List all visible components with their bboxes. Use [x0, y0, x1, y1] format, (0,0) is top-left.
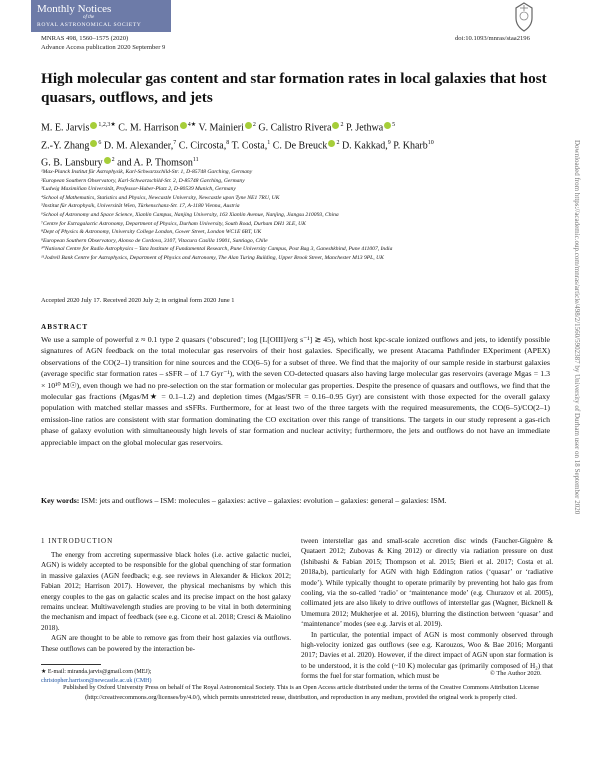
author-affil-mark: 4★	[187, 122, 197, 128]
society-seal-icon	[512, 2, 536, 32]
affiliation-item: ³Ludwig Maximilian Universität, Professor-Huber-Platz 2, D-80539 Munich, Germany	[41, 186, 236, 193]
author-name: D. Kakkad,	[341, 139, 388, 151]
author-name: P. Kharb	[393, 139, 428, 151]
footnote-email[interactable]: ★ E-mail: miranda.jarvis@gmail.com (MEJ);	[41, 669, 152, 675]
author-affil-mark: 2	[111, 157, 115, 164]
journal-name: Monthly Notices	[37, 3, 112, 15]
affiliation-item: ⁸Dept of Physics & Astronomy, University College London, Gower Street, London WC1E 6BT, UK	[41, 229, 262, 236]
author-list	[41, 118, 561, 171]
affiliation-item: ⁶School of Astronomy and Space Science, Xianlin Campus, Nanjing University, 163 Xianlin Avenue, Nanjing, Jiangsu 210093, China	[41, 211, 339, 218]
paragraph: The energy from accreting supermassive black holes (i.e. active galactic nuclei, AGN) is widely accepted to be responsible for the global quenching of star formation in massive galaxies (AGN feedback; e.g. see reviews in Alexander & Hickox 2012; Fabian 2012; Harrison 2017). However, the physical mechanisms by which this energy couples to the gas on galactic scales and its precise impact on the host galaxy remains unclear. Multiwavelength studies are proving to be vital in both determining the mechanism and impact of feedback (see e.g. Cicone et al. 2018; Cresci & Maiolino 2018).	[41, 551, 291, 632]
footnote-rule	[41, 664, 101, 665]
orcid-icon[interactable]	[332, 122, 339, 129]
author-name: T. Costa,	[231, 139, 268, 151]
affiliations	[41, 168, 571, 263]
publisher-note: Published by Oxford University Press on behalf of The Royal Astronomical Society. This is an Open Access article distributed under the terms of the Creative Commons Attribution License (http://creativecommons.org/licenses/by/4.0/), which permits unrestricted reuse, distribution, and reproduction in any medium, provided the original work is properly cited.	[62, 684, 540, 701]
author-affil-mark: 10	[427, 139, 434, 146]
orcid-icon[interactable]	[384, 122, 391, 129]
footnote-email[interactable]: christopher.harrison@newcastle.ac.uk (CMH)	[41, 677, 152, 684]
author-affil-mark: 9	[387, 139, 391, 146]
author-name: G. B. Lansbury	[41, 157, 103, 169]
paragraph: AGN are thought to be able to remove gas from their host galaxies via outflows. These outflows can be powered by the interaction be-	[41, 634, 291, 653]
accepted-dates: Accepted 2020 July 17. Received 2020 July 2; in original form 2020 June 1	[41, 297, 235, 304]
author-name: D. M. Alexander,	[103, 139, 174, 151]
affiliation-item: ¹⁰National Centre for Radio Astrophysics – Tata Institute of Fundamental Research, Pune University Campus, Post Bag 3, Ganeshkhind, Pune 411007, India	[41, 246, 393, 253]
orcid-icon[interactable]	[328, 140, 335, 147]
keywords-label: Key words:	[41, 496, 80, 505]
author-affil-mark: 2	[336, 139, 340, 146]
orcid-icon[interactable]	[245, 122, 252, 129]
keywords-text: ISM: jets and outflows – ISM: molecules – galaxies: active – galaxies: evolution – galaxies: general – galaxies: ISM.	[81, 496, 447, 505]
orcid-icon[interactable]	[90, 140, 97, 147]
author-affil-mark: 1,2,3★	[98, 122, 116, 128]
author-affil-mark: 5	[392, 122, 396, 128]
affiliation-item: ⁹European Southern Observatory, Alonso de Cordova, 3107, Vitacura Casilla 19001, Santiago, Chile	[41, 237, 268, 244]
affiliation-item: ⁷Centre for Extragalactic Astronomy, Department of Physics, Durham University, South Road, Durham DH1 3LE, UK	[41, 220, 306, 227]
download-sidebar: Downloaded from https://academic.oup.com/mnras/article/498/2/1560/5902387 by University of Durham user on 18 September 2020	[573, 140, 581, 515]
author-name: C. M. Harrison	[118, 122, 179, 134]
keywords	[41, 496, 550, 505]
author-name: M. E. Jarvis	[41, 122, 90, 134]
affiliation-item: ⁴School of Mathematics, Statistics and Physics, Newcastle University, Newcastle upon Tyne NE1 7RU, UK	[41, 194, 280, 201]
abstract-heading: ABSTRACT	[41, 323, 89, 331]
author-affil-mark: 7	[173, 139, 177, 146]
author-affil-mark: 2	[252, 122, 256, 128]
author-affil-mark: 6	[98, 139, 102, 146]
author-name: P. Jethwa	[345, 122, 384, 134]
author-name: Z.-Y. Zhang	[41, 139, 90, 151]
affiliation-item: ¹¹Jodrell Bank Centre for Astrophysics, Department of Physics and Astronomy, The Alan Turing Building, Upper Brook Street, Manchester M13 9PL, UK	[41, 254, 384, 261]
author-affil-mark: 8	[226, 139, 230, 146]
journal-masthead	[31, 0, 171, 32]
section-heading: 1 INTRODUCTION	[41, 537, 114, 545]
citation: MNRAS 498, 1560–1575 (2020)	[41, 35, 129, 42]
column-left	[41, 550, 291, 654]
paragraph: tween interstellar gas and small-scale accretion disc winds (Faucher-Giguère & Quataert 2012; Zubovas & King 2012) or directly via radiation pressure on dust (Ishibashi & Fabian 2015; Thompson et al. 2015; Bieri et al. 2017; Costa et al. 2018a,b), particularly for AGN with high Eddington ratios (‘quasar’ or ‘radiative mode’). While typically thought to operate primarily by preventing hot halo gas from cooling, via the so-called ‘radio’ or ‘maintenance mode’ (e.g. Churazov et al. 2005), collimated jets are also likely to drive outflows of interstellar gas (Wagner, Bicknell & Umemura 2012; Mukherjee et al. 2016), blurring the distinction between ‘quasar’ and ‘maintenance’ modes (see e.g. Jarvis et al. 2019).	[301, 537, 553, 629]
author-name: C. Circosta,	[178, 139, 227, 151]
author-name: and A. P. Thomson	[117, 157, 193, 169]
journal-of: of the	[83, 15, 95, 20]
orcid-icon[interactable]	[104, 157, 111, 164]
author-affil-mark: 2	[340, 122, 344, 128]
copyright: © The Author 2020.	[490, 670, 542, 677]
paper-title: High molecular gas content and star formation rates in local galaxies that host quasars, outflows, and jets	[41, 70, 547, 106]
author-name: G. Calistro Rivera	[258, 122, 332, 134]
author-affil-mark: 11	[192, 157, 199, 164]
author-affil-mark: 1	[267, 139, 271, 146]
abstract-text: We use a sample of powerful z ≈ 0.1 type 2 quasars (‘obscured’; log [L[OIII]/erg s⁻¹] ≳ 45), which host kpc-scale ionized outflows and jets, to identify possible signatures of AGN feedback on the total molecular gas reservoirs of their host galaxies. Specifically, we present Atacama Pathfinder EXperiment (APEX) observations of the CO(2–1) transition for nine sources and the CO(6–5) for a subset of three. We find that the majority of our sample reside in starburst galaxies (average specific star formation rates – sSFR – of 1.7 Gyr⁻¹), with the seven CO-detected quasars also having large molecular gas reservoirs (average Mgas = 1.3 × 10¹⁰ M☉), even though we had no pre-selection on the star formation or molecular gas properties. Despite the presence of quasars and outflows, we find that the molecular gas fractions (Mgas/M★ = 0.1–1.2) and depletion times (Mgas/SFR = 0.16–0.95 Gyr) are consistent with those expected for the overall galaxy population with matched stellar masses and sSFRs. Furthermore, for at least two of the three targets with the required measurements, the CO(6–5)/CO(2–1) emission-line ratios are consistent with star formation dominating the CO excitation over this range of transitions. The targets in our study represent a gas-rich phase of galaxy evolution with simultaneously high levels of star formation and nuclear activity; furthermore, the jets and outflows do not have an immediate appreciable impact on the global molecular gas reservoirs.	[41, 335, 550, 447]
affiliation-item: ²European Southern Observatory, Karl-Schwarzschild-Str. 2, D-85748 Garching, Germany	[41, 177, 245, 184]
author-name: V. Mainieri	[198, 122, 244, 134]
orcid-icon[interactable]	[90, 122, 97, 129]
affiliation-item: ⁵Institut für Astrophysik, Universität Wien, Türkenschanz-Str. 17, A-1180 Vienna, Austria	[41, 203, 240, 210]
doi[interactable]: doi:10.1093/mnras/staa2196	[455, 35, 530, 42]
orcid-icon[interactable]	[180, 122, 187, 129]
column-right	[301, 536, 553, 682]
advance-access: Advance Access publication 2020 September 9	[41, 44, 166, 51]
affiliation-item: ¹Max-Planck Institut für Astrophysik, Karl-Schwarzschild-Str. 1, D-85748 Garching, Germany	[41, 169, 253, 175]
journal-society: ROYAL ASTRONOMICAL SOCIETY	[37, 22, 142, 28]
author-name: C. De Breuck	[272, 139, 328, 151]
paragraph: In particular, the potential impact of AGN is most commonly observed through high-velocity ionized gas outflows (see e.g. Karouzos, Woo & Bae 2016; Morganti 2017; Davies et al. 2020). However, if the direct impact of AGN upon star formation is to be understood, it is the cold (~10 K) molecular gas (primarily composed of H₂) that forms the fuel for star formation, which must be	[301, 630, 553, 681]
